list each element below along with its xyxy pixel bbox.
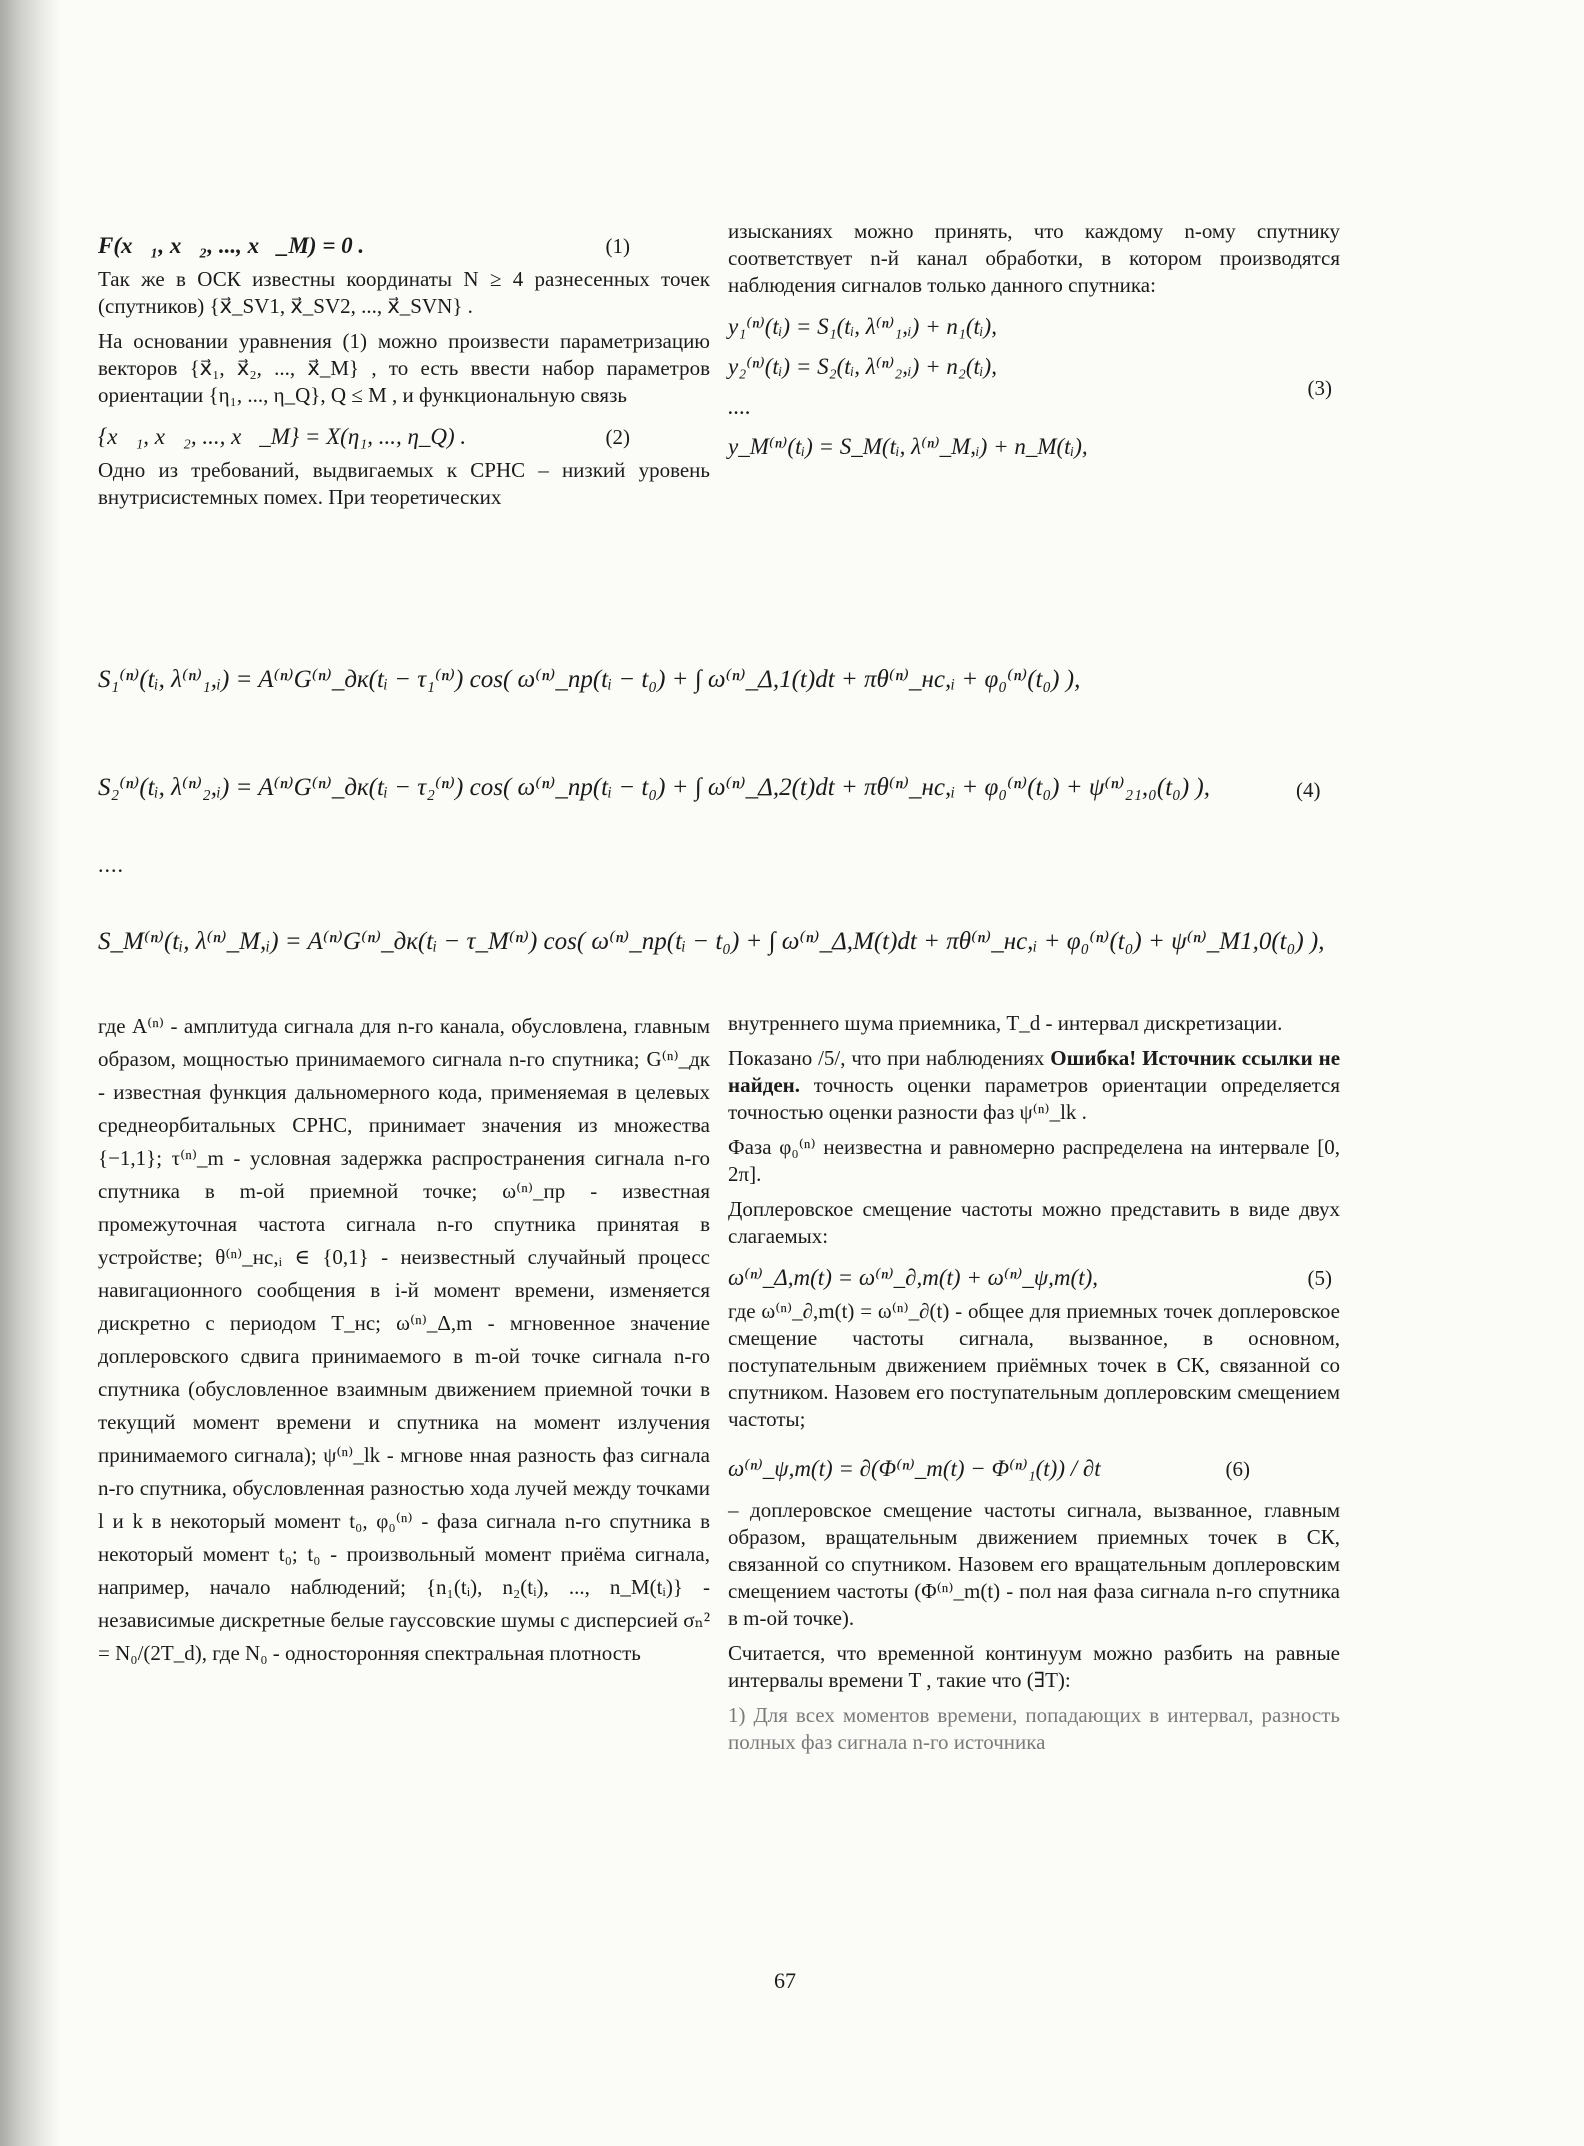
equation-2-number: (2) — [605, 425, 630, 449]
equation-3-line-3: y_M⁽ⁿ⁾(tᵢ) = S_M(tᵢ, λ⁽ⁿ⁾_M,ᵢ) + n_M(tᵢ), — [728, 434, 1088, 459]
page-number: 67 — [774, 1968, 796, 1993]
equation-6 — [728, 1441, 1340, 1497]
paragraph-accuracy — [728, 1045, 1340, 1126]
equation-4-dots: .... — [98, 852, 124, 877]
equation-3-line-2: y₂⁽ⁿ⁾(tᵢ) = S₂(tᵢ, λ⁽ⁿ⁾₂,ᵢ) + n₂(tᵢ), — [728, 354, 997, 379]
equation-4-line-1: S₁⁽ⁿ⁾(tᵢ, λ⁽ⁿ⁾₁,ᵢ) = A⁽ⁿ⁾G⁽ⁿ⁾_дк(tᵢ − τ₁⁽ⁿ⁾) cos( ω⁽ⁿ⁾_пр(tᵢ − t₀) + ∫ ω⁽ⁿ⁾_Δ,1(t)dt + πθ⁽ⁿ⁾_нс,ᵢ + φ₀⁽ⁿ⁾(t₀) ), — [98, 666, 1081, 693]
right-column-top — [728, 218, 1340, 467]
equation-1-formula: F(x⃗₁, x⃗₂, ..., x⃗_M) = 0 . — [98, 233, 365, 258]
paragraph-translational-doppler: где ω⁽ⁿ⁾_∂,m(t) = ω⁽ⁿ⁾_∂(t) - общее для приемных точек доплеровское смещение частоты сигнала, вызванное, в основном, поступательным движением приёмных точек в СК, связанной со спутником. Назовем его поступательным доплеровским смещением частоты; — [728, 1299, 1340, 1431]
paragraph-condition-1: 1) Для всех моментов времени, попадающих в интервал, разность полных фаз сигнала n-го источника — [728, 1703, 1340, 1754]
equation-4-line-3: S_M⁽ⁿ⁾(tᵢ, λ⁽ⁿ⁾_M,ᵢ) = A⁽ⁿ⁾G⁽ⁿ⁾_дк(tᵢ − τ_M⁽ⁿ⁾) cos( ω⁽ⁿ⁾_пр(tᵢ − t₀) + ∫ ω⁽ⁿ⁾_Δ,M(t)dt + πθ⁽ⁿ⁾_нс,ᵢ + φ₀⁽ⁿ⁾(t₀) + ψ⁽ⁿ⁾_M1,0(t₀) ), — [98, 928, 1325, 955]
left-column-bottom — [98, 1010, 710, 1678]
equation-2 — [98, 417, 710, 457]
equation-4-number: (4) — [1296, 778, 1321, 802]
accuracy-text-start: Показано /5/, что при наблюдениях — [728, 1046, 1045, 1070]
right-column-bottom — [728, 1010, 1340, 1764]
paragraph-phase: Фаза φ₀⁽ⁿ⁾ неизвестна и равномерно распределена на интервале [0, 2π]. — [728, 1135, 1340, 1186]
equation-6-formula: ω⁽ⁿ⁾_ψ,m(t) = ∂(Φ⁽ⁿ⁾_m(t) − Φ⁽ⁿ⁾₁(t)) / ∂t — [728, 1456, 1101, 1481]
reference-error: Ошибка! Источник ссылки не найден. — [728, 1046, 1341, 1097]
accuracy-text-end: точность оценки параметров ориентации определяется точностью оценки разности фаз ψ⁽ⁿ⁾_lk . — [728, 1073, 1340, 1124]
paragraph-noise-interval: внутреннего шума приемника, T_d - интервал дискретизации. — [728, 1011, 1283, 1035]
equation-2-formula: {x⃗₁, x⃗₂, ..., x⃗_M} = X(η₁, ..., η_Q) . — [98, 424, 467, 449]
equation-5-number: (5) — [1307, 1266, 1332, 1290]
equation-5 — [728, 1258, 1340, 1298]
equation-4-line-2: S₂⁽ⁿ⁾(tᵢ, λ⁽ⁿ⁾₂,ᵢ) = A⁽ⁿ⁾G⁽ⁿ⁾_дк(tᵢ − τ₂⁽ⁿ⁾) cos( ω⁽ⁿ⁾_пр(tᵢ − t₀) + ∫ ω⁽ⁿ⁾_Δ,2(t)dt + πθ⁽ⁿ⁾_нс,ᵢ + φ₀⁽ⁿ⁾(t₀) + ψ⁽ⁿ⁾₂₁,₀(t₀) ), — [98, 774, 1210, 801]
paragraph-rotational-doppler: – доплеровское смещение частоты сигнала, вызванное, главным образом, вращательным движением приемных точек в СК, связанной со спутником. Назовем его вращательным доплеровским смещением частоты (Φ⁽ⁿ⁾_m(t) - пол ная фаза сигнала n-го спутника в m-ой точке). — [728, 1498, 1340, 1630]
book-spine-shadow — [0, 0, 60, 2146]
equation-3-number: (3) — [1307, 376, 1332, 400]
equation-5-formula: ω⁽ⁿ⁾_Δ,m(t) = ω⁽ⁿ⁾_∂,m(t) + ω⁽ⁿ⁾_ψ,m(t), — [728, 1265, 1098, 1290]
equation-3-line-1: y₁⁽ⁿ⁾(tᵢ) = S₁(tᵢ, λ⁽ⁿ⁾₁,ᵢ) + n₁(tᵢ), — [728, 314, 997, 339]
paragraph-parametrization: На основании уравнения (1) можно произвести параметризацию векторов {x⃗₁, x⃗₂, ..., x⃗_M} , то есть ввести набор параметров ориентации {η₁, ..., η_Q}, Q ≤ M , и функциональную связь — [98, 329, 710, 407]
paragraph-channels: изысканиях можно принять, что каждому n-ому спутнику соответствует n-й канал обработки, в котором производятся наблюдения сигналов только данного спутника: — [728, 219, 1340, 297]
paragraph-known-points: Так же в ОСК известны координаты N ≥ 4 разнесенных точек (спутников) {x⃗_SV1, x⃗_SV2, ..., x⃗_SVN} . — [98, 267, 710, 318]
equation-1 — [98, 226, 710, 266]
paragraph-time-continuum: Считается, что временной континуум можно разбить на равные интервалы времени T , такие что (∃T): — [728, 1641, 1340, 1692]
paragraph-interference: Одно из требований, выдвигаемых к СРНС – низкий уровень внутрисистемных помех. При теоретических — [98, 458, 710, 509]
left-column-top — [98, 226, 710, 519]
equation-3-dots: .... — [728, 394, 751, 419]
paragraph-notation: где A⁽ⁿ⁾ - амплитуда сигнала для n-го канала, обусловлена, главным образом, мощностью принимаемого сигнала n-го спутника; G⁽ⁿ⁾_дк - известная функция дальномерного кода, применяемая в целевых среднеорбитальных СРНС, принимает значения из множества {−1,1}; τ⁽ⁿ⁾_m - условная задержка распространения сигнала n-го спутника в m-ой приемной точке; ω⁽ⁿ⁾_пр - известная промежуточная частота сигнала n-го спутника принятая в устройстве; θ⁽ⁿ⁾_нс,ᵢ ∈ {0,1} - неизвестный случайный процесс навигационного сообщения в i-й момент времени, изменяется дискретно с периодом T_нс; ω⁽ⁿ⁾_Δ,m - мгновенное значение доплеровского сдвига принимаемого в m-ой точке сигнала n-го спутника (обусловленное взаимным движением приемной точки в текущий момент времени и спутника на момент излучения принимаемого сигнала); ψ⁽ⁿ⁾_lk - мгнове нная разность фаз сигнала n-го спутника, обусловленная разностью хода лучей между точками l и k в некоторый момент t₀, φ₀⁽ⁿ⁾ - фаза сигнала n-го спутника в некоторый момент t₀; t₀ - произвольный момент приёма сигнала, например, начало наблюдений; {n₁(tᵢ), n₂(tᵢ), ..., n_M(tᵢ)} - независимые дискретные белые гауссовские шумы с дисперсией σₙ² = N₀/(2T_d), где N₀ - односторонняя спектральная плотность — [98, 1014, 710, 1665]
equation-6-number: (6) — [1225, 1457, 1250, 1481]
paragraph-doppler: Доплеровское смещение частоты можно представить в виде двух слагаемых: — [728, 1197, 1340, 1248]
equation-1-number: (1) — [605, 234, 630, 258]
equation-3-block — [728, 307, 1340, 467]
